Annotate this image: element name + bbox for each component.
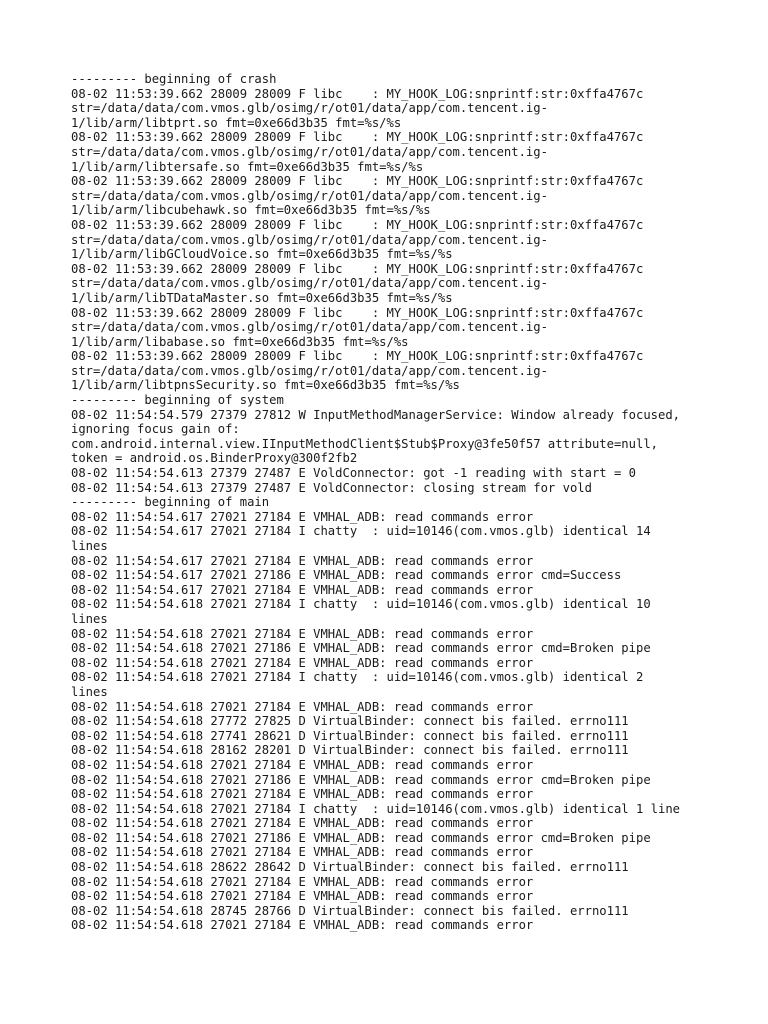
log-line: str=/data/data/com.vmos.glb/osimg/r/ot01/data/app/com.tencent.ig- xyxy=(71,276,548,291)
log-line: 08-02 11:54:54.618 27021 27184 E VMHAL_ADB: read commands error xyxy=(71,787,534,802)
log-line: 1/lib/arm/libcubehawk.so fmt=0xe66d3b35 fmt=%s/%s xyxy=(71,203,431,218)
log-line: 08-02 11:54:54.618 27741 28621 D VirtualBinder: connect bis failed. errno111 xyxy=(71,728,629,743)
log-line: 1/lib/arm/libtprt.so fmt=0xe66d3b35 fmt=%s/%s xyxy=(71,115,402,130)
log-line: ignoring focus gain of: xyxy=(71,422,240,437)
log-line: 1/lib/arm/libTDataMaster.so fmt=0xe66d3b35 fmt=%s/%s xyxy=(71,290,453,305)
log-line: 08-02 11:54:54.618 27021 27186 E VMHAL_ADB: read commands error cmd=Broken pipe xyxy=(71,641,651,656)
log-line: lines xyxy=(71,684,108,699)
log-line: str=/data/data/com.vmos.glb/osimg/r/ot01/data/app/com.tencent.ig- xyxy=(71,363,548,378)
log-document xyxy=(71,72,761,933)
log-line: 08-02 11:54:54.618 27021 27184 E VMHAL_ADB: read commands error xyxy=(71,874,534,889)
log-line: 08-02 11:54:54.617 27021 27184 E VMHAL_ADB: read commands error xyxy=(71,509,534,524)
log-line: lines xyxy=(71,611,108,626)
log-line: --------- beginning of crash xyxy=(71,72,277,86)
log-line: 08-02 11:54:54.617 27021 27186 E VMHAL_ADB: read commands error cmd=Success xyxy=(71,568,622,583)
log-line: str=/data/data/com.vmos.glb/osimg/r/ot01/data/app/com.tencent.ig- xyxy=(71,101,548,116)
log-line: 08-02 11:53:39.662 28009 28009 F libc : MY_HOOK_LOG:snprintf:str:0xffa4767c xyxy=(71,86,644,101)
log-line: 08-02 11:54:54.618 27021 27184 E VMHAL_ADB: read commands error xyxy=(71,757,534,772)
log-line: 08-02 11:54:54.618 28622 28642 D VirtualBinder: connect bis failed. errno111 xyxy=(71,860,629,875)
log-line: 1/lib/arm/libtersafe.so fmt=0xe66d3b35 fmt=%s/%s xyxy=(71,159,424,174)
log-line: token = android.os.BinderProxy@300f2fb2 xyxy=(71,451,358,466)
log-line: str=/data/data/com.vmos.glb/osimg/r/ot01/data/app/com.tencent.ig- xyxy=(71,320,548,335)
log-line: 1/lib/arm/libabase.so fmt=0xe66d3b35 fmt=%s/%s xyxy=(71,334,409,349)
log-line: 08-02 11:54:54.618 27021 27184 E VMHAL_ADB: read commands error xyxy=(71,655,534,670)
log-line: 08-02 11:54:54.617 27021 27184 E VMHAL_ADB: read commands error xyxy=(71,553,534,568)
log-line: --------- beginning of main xyxy=(71,495,270,510)
log-line: 08-02 11:54:54.618 27021 27184 E VMHAL_ADB: read commands error xyxy=(71,918,534,933)
log-line: 08-02 11:54:54.618 27021 27184 E VMHAL_ADB: read commands error xyxy=(71,816,534,831)
log-line: 08-02 11:54:54.617 27021 27184 I chatty : uid=10146(com.vmos.glb) identical 14 xyxy=(71,524,651,539)
log-line: 1/lib/arm/libtpnsSecurity.so fmt=0xe66d3b35 fmt=%s/%s xyxy=(71,378,460,393)
log-line: lines xyxy=(71,539,108,553)
log-line: 08-02 11:54:54.618 27021 27184 I chatty : uid=10146(com.vmos.glb) identical 2 xyxy=(71,670,644,685)
log-line: 08-02 11:54:54.618 27021 27186 E VMHAL_ADB: read commands error cmd=Broken pipe xyxy=(71,772,651,787)
log-line: 08-02 11:53:39.662 28009 28009 F libc : MY_HOOK_LOG:snprintf:str:0xffa4767c xyxy=(71,305,644,320)
log-line: 08-02 11:54:54.618 27021 27184 E VMHAL_ADB: read commands error xyxy=(71,699,534,714)
log-line: str=/data/data/com.vmos.glb/osimg/r/ot01/data/app/com.tencent.ig- xyxy=(71,188,548,203)
log-line: 08-02 11:54:54.613 27379 27487 E VoldConnector: closing stream for vold xyxy=(71,480,592,495)
log-line: 08-02 11:53:39.662 28009 28009 F libc : MY_HOOK_LOG:snprintf:str:0xffa4767c xyxy=(71,261,644,276)
log-line: 08-02 11:53:39.662 28009 28009 F libc : MY_HOOK_LOG:snprintf:str:0xffa4767c xyxy=(71,174,644,189)
log-line: 1/lib/arm/libGCloudVoice.so fmt=0xe66d3b35 fmt=%s/%s xyxy=(71,247,453,262)
log-line: 08-02 11:54:54.613 27379 27487 E VoldConnector: got -1 reading with start = 0 xyxy=(71,466,636,481)
log-line: 08-02 11:54:54.618 27021 27184 E VMHAL_ADB: read commands error xyxy=(71,889,534,904)
log-line: 08-02 11:53:39.662 28009 28009 F libc : MY_HOOK_LOG:snprintf:str:0xffa4767c xyxy=(71,217,644,232)
log-line: --------- beginning of system xyxy=(71,393,284,408)
log-line: 08-02 11:53:39.662 28009 28009 F libc : MY_HOOK_LOG:snprintf:str:0xffa4767c xyxy=(71,349,644,364)
log-line: 08-02 11:53:39.662 28009 28009 F libc : MY_HOOK_LOG:snprintf:str:0xffa4767c xyxy=(71,130,644,145)
log-line: com.android.internal.view.IInputMethodClient$Stub$Proxy@3fe50f57 attribute=null, xyxy=(71,436,658,451)
log-line: 08-02 11:54:54.617 27021 27184 E VMHAL_ADB: read commands error xyxy=(71,582,534,597)
log-line: str=/data/data/com.vmos.glb/osimg/r/ot01/data/app/com.tencent.ig- xyxy=(71,232,548,247)
log-line: 08-02 11:54:54.618 28162 28201 D VirtualBinder: connect bis failed. errno111 xyxy=(71,743,629,758)
log-line: 08-02 11:54:54.618 27021 27184 E VMHAL_ADB: read commands error xyxy=(71,626,534,641)
log-line: 08-02 11:54:54.618 27021 27184 I chatty : uid=10146(com.vmos.glb) identical 10 xyxy=(71,597,651,612)
log-line: 08-02 11:54:54.618 27021 27184 I chatty : uid=10146(com.vmos.glb) identical 1 line xyxy=(71,801,681,816)
log-line: 08-02 11:54:54.618 28745 28766 D VirtualBinder: connect bis failed. errno111 xyxy=(71,903,629,918)
log-line: 08-02 11:54:54.618 27021 27184 E VMHAL_ADB: read commands error xyxy=(71,845,534,860)
log-line: str=/data/data/com.vmos.glb/osimg/r/ot01/data/app/com.tencent.ig- xyxy=(71,144,548,159)
log-line: 08-02 11:54:54.618 27772 27825 D VirtualBinder: connect bis failed. errno111 xyxy=(71,714,629,729)
log-line: 08-02 11:54:54.579 27379 27812 W InputMethodManagerService: Window already focused, xyxy=(71,407,681,422)
log-line: 08-02 11:54:54.618 27021 27186 E VMHAL_ADB: read commands error cmd=Broken pipe xyxy=(71,830,651,845)
